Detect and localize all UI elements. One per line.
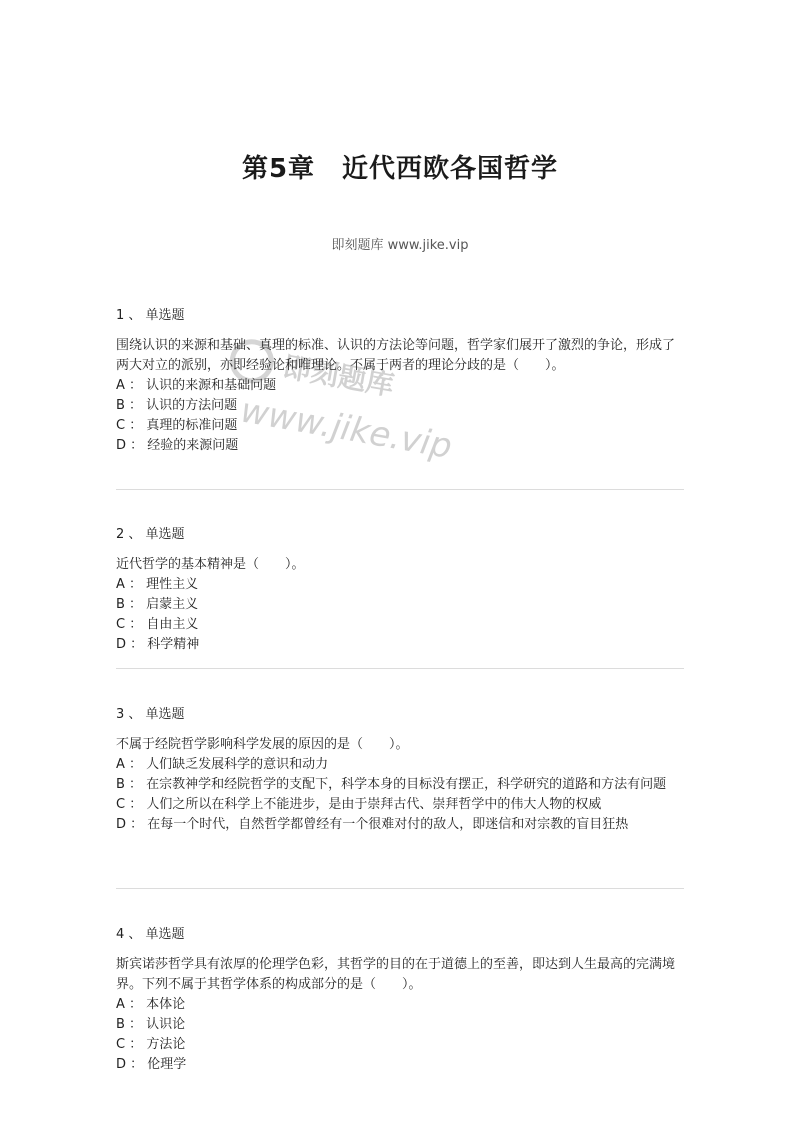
option-a: A ： 本体论	[116, 997, 186, 1012]
option-d: D ： 科学精神	[116, 637, 200, 652]
option-b: B ： 认识的方法问题	[116, 398, 238, 413]
page-title: 第5章 近代西欧各国哲学	[241, 154, 559, 184]
question-header: 1 、 单选题	[116, 308, 185, 323]
option-b: B ： 在宗教神学和经院哲学的支配下，科学本身的目标没有摆正，科学研究的道路和方法有问题	[116, 777, 667, 792]
watermark-name: 即刻题库	[280, 350, 397, 403]
option-c: C ： 人们之所以在科学上不能进步，是由于崇拜古代、崇拜哲学中的伟大人物的权威	[116, 797, 602, 812]
page-subtitle: 即刻题库 www.jike.vip	[331, 238, 469, 253]
question-header: 3 、 单选题	[116, 707, 185, 722]
option-c: C ： 方法论	[116, 1037, 186, 1052]
question-3	[116, 705, 686, 835]
divider	[116, 668, 684, 669]
option-a: A ： 认识的来源和基础问题	[116, 378, 277, 393]
question-1	[116, 306, 686, 456]
question-4	[116, 925, 686, 1075]
option-c: C ： 自由主义	[116, 617, 199, 632]
option-a: A ： 理性主义	[116, 577, 199, 592]
question-header: 2 、 单选题	[116, 527, 185, 542]
question-stem: 围绕认识的来源和基础、真理的标准、认识的方法论等问题，哲学家们展开了激烈的争论，形成了两大对立的派别，亦即经验论和唯理论。不属于两者的理论分歧的是（ ）。	[116, 338, 676, 373]
option-d: D ： 经验的来源问题	[116, 438, 239, 453]
question-stem: 斯宾诺莎哲学具有浓厚的伦理学色彩，其哲学的目的在于道德上的至善，即达到人生最高的完满境界。下列不属于其哲学体系的构成部分的是（ ）。	[116, 957, 676, 992]
option-a: A ： 人们缺乏发展科学的意识和动力	[116, 757, 329, 772]
question-stem: 近代哲学的基本精神是（ ）。	[116, 557, 305, 572]
option-d: D ： 伦理学	[116, 1057, 187, 1072]
option-c: C ： 真理的标准问题	[116, 418, 238, 433]
divider	[116, 888, 684, 889]
question-2	[116, 525, 686, 655]
divider	[116, 489, 684, 490]
option-b: B ： 认识论	[116, 1017, 186, 1032]
question-stem: 不属于经院哲学影响科学发展的原因的是（ ）。	[116, 737, 409, 752]
question-header: 4 、 单选题	[116, 927, 185, 942]
watermark-url: www.jike.vip	[237, 390, 455, 467]
option-d: D ： 在每一个时代，自然哲学都曾经有一个很难对付的敌人，即迷信和对宗教的盲目狂热	[116, 817, 629, 832]
option-b: B ： 启蒙主义	[116, 597, 199, 612]
